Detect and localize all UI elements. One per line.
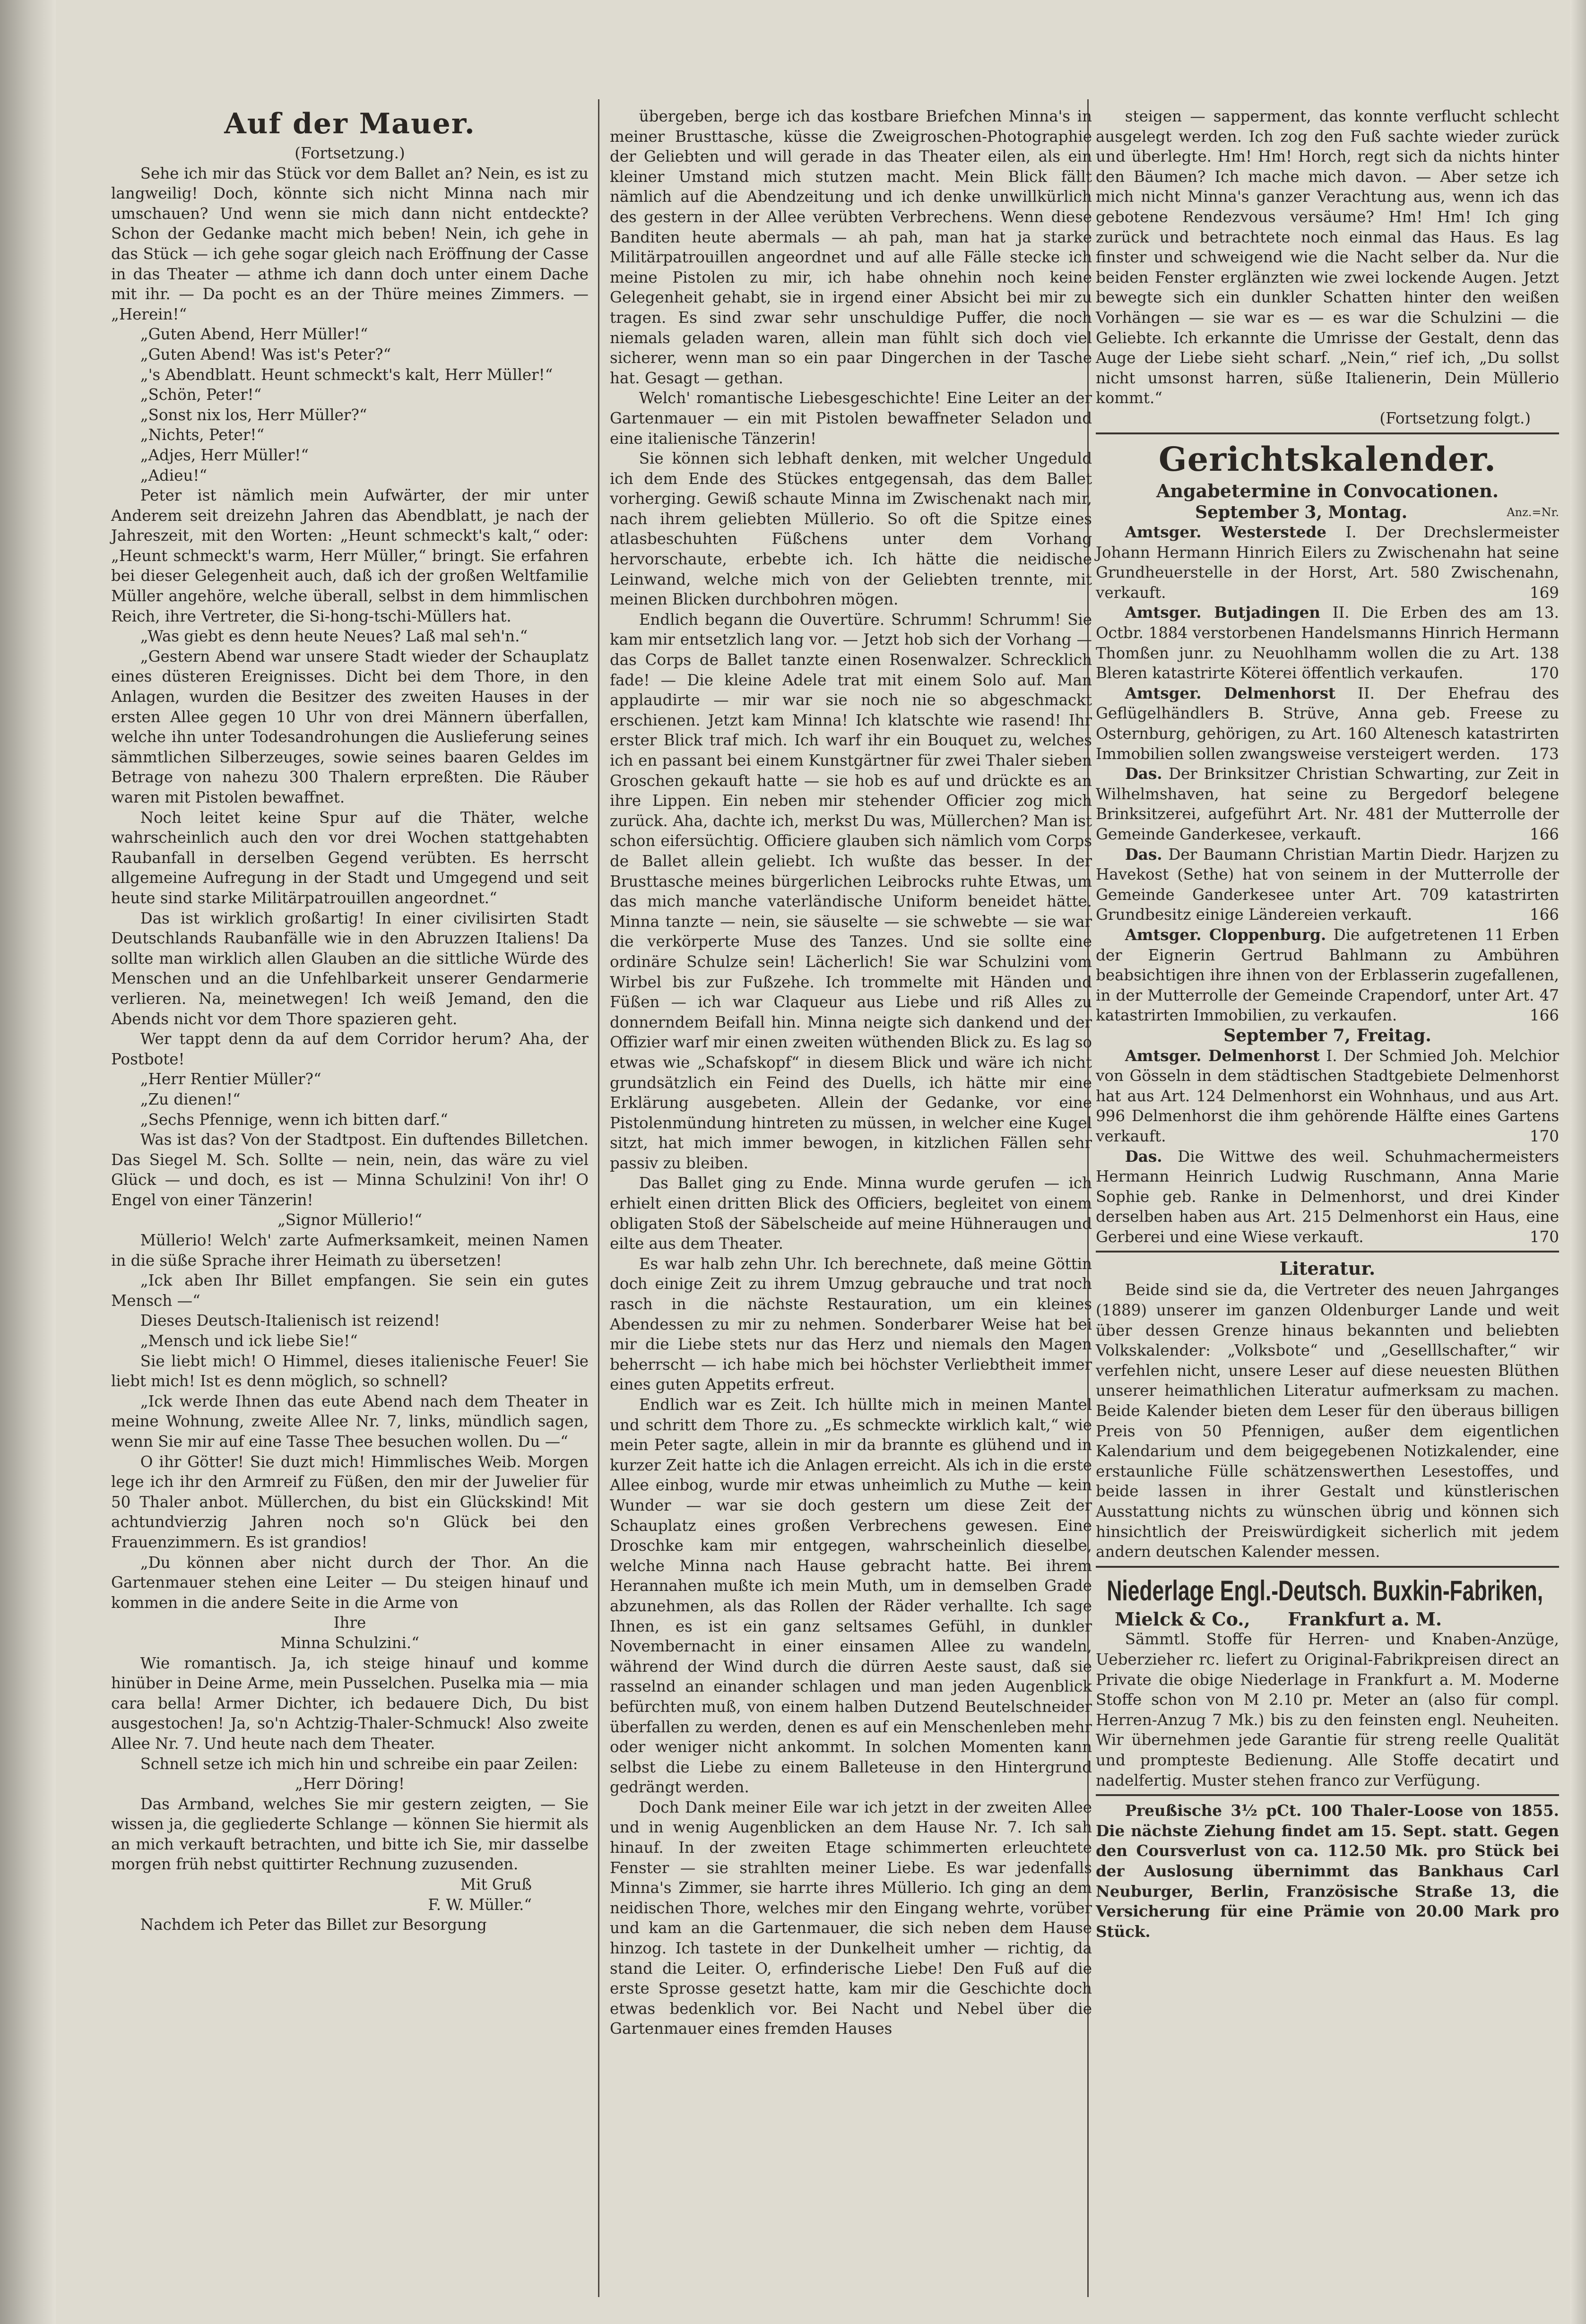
story-paragraph: Sehe ich mir das Stück vor dem Ballet an? Nein, es ist zu langweilig! Doch, könnte sich nicht Minna nach mir umschauen? Und wenn sie mich dann nicht entdeckte? Schon der Gedanke macht mich beben! Nein, ich gehe in das Stück — ich gehe sogar gleich nach Eröffnung der Casse in das Theater — athme ich dann doch unter einem Dache mit ihr. — Da pocht es an der Thüre meines Zimmers. — „Herein!“ [111, 164, 589, 323]
story-paragraph: Das Ballet ging zu Ende. Minna wurde gerufen — ich erhielt einen dritten Blick des Officiers, begleitet von einem obligaten Stoß der Säbelscheide auf meine Hühneraugen und eilte aus dem Theater. [610, 1174, 1092, 1253]
story-middle-paragraphs [610, 106, 1092, 2039]
story-continued: (Fortsetzung.) [295, 144, 405, 162]
section-rule [1096, 432, 1559, 434]
court-entry-court: Amtsger. Delmenhorst [1125, 683, 1336, 702]
court-entry [1096, 925, 1559, 1026]
court-entry-court: Amtsger. Westerstede [1125, 523, 1326, 542]
court-entry-number: 169 [1529, 583, 1559, 602]
court-date: September 7, Freitag. [1223, 1025, 1431, 1045]
story-paragraph: Peter ist nämlich mein Aufwärter, der mir unter Anderem seit dreizehn Jahren das Abendblatt, je nach der Jahreszeit, mit den Worten: „Heunt schmeckt's kalt,“ oder: „Heunt schmeckt's warm, Herr Müller,“ bringt. Sie erfahren bei dieser Gelegenheit auch, daß ich der großen Weltfamilie Müller angehöre, welche überall, selbst in dem himmlischen Reich, ihre Vertreter, die Si-hong-tschi-Müllers hat. [111, 486, 589, 625]
court-date: September 3, Montag. [1195, 502, 1408, 522]
court-entry-number: 170 [1529, 664, 1559, 683]
story-paragraph: „Adjes, Herr Müller!“ [140, 446, 309, 464]
story-paragraph: „Du können aber nicht durch der Thor. An die Gartenmauer stehen eine Leiter — Du steigen hinauf und kommen in die andere Seite in die Arme von [111, 1553, 589, 1612]
story-paragraph: „Signor Müllerio!“ [277, 1211, 423, 1229]
story-column-middle [610, 106, 1092, 2039]
story-paragraph: „Schön, Peter!“ [140, 386, 262, 404]
court-entry [1096, 845, 1559, 925]
ad-buxkin-head: Niederlage Engl.-Deutsch. Buxkin-Fabriken, [1107, 1574, 1543, 1607]
story-paragraph: Endlich war es Zeit. Ich hüllte mich in meinen Mantel und schritt dem Thore zu. „Es schmeckte wirklich kalt,“ wie mein Peter sagte, allein in mir da brannte es glühend und in kurzer Zeit hatte ich die Anlagen erreicht. Als ich in die erste Allee einbog, wurde mir etwas unheimlich zu Muthe — kein Wunder — war sie doch gestern um diese Zeit der Schauplatz eines großen Verbrechens gewesen. Eine Droschke kam mir entgegen, wahrscheinlich dieselbe, welche Minna nach Hause gebracht hatte. Bei ihrem Herannahen mußte ich mein Muth, um in demselben Grade abzunehmen, als das Rollen der Räder verhallte. Ich sage Ihnen, es ist ein ganz seltsames Gefühl, in dunkler Novembernacht in einer einsamen Allee zu wandeln, während der Wind durch die dürren Aeste saust, daß sie rasselnd an einander schlagen und man jeden Augenblick befürchten muß, von einem halben Dutzend Beutelschneider überfallen zu werden, denen es auf ein Menschenleben mehr oder weniger nicht ankommt. In solchen Momenten kann selbst die Liebe zu einem Balleteuse in den Hintergrund gedrängt werden. [610, 1396, 1092, 1797]
court-title: Gerichtskalender. [1158, 439, 1497, 479]
story-paragraph: steigen — sapperment, das konnte verflucht schlecht ausgelegt werden. Ich zog den Fuß sachte wieder zurück und überlegte. Hm! Hm! Horch, regt sich da nichts hinter den Bäumen? Ich mache mich davon. — Aber setze ich mich nicht Minna's ganzer Verachtung aus, wenn ich das gebotene Rendezvous versäume? Hm! Hm! Ich ging zurück und betrachtete noch einmal das Haus. Es lag finster und schweigend wie die Nacht selber da. Nur die beiden Fenster erglänzten wie zwei lockende Augen. Jetzt bewegte sich ein dunkler Schatten hinter den weißen Vorhängen — sie war es — es war die Schulzini — die Geliebte. Ich erkannte die Umrisse der Gestalt, denn das Auge der Liebe sieht scharf. „Nein,“ rief ich, „Du sollst nicht umsonst harren, süße Italienerin, Dein Müllerio kommt.“ [1096, 107, 1559, 407]
literatur-text: Beide sind sie da, die Vertreter des neuen Jahrganges (1889) unserer im ganzen Oldenburger Lande und weit über dessen Grenze hinaus bekannten und beliebten Volkskalender: „Volksbote“ und „Geselllschafter,“ wir verfehlen nicht, unsere Leser auf diese neuesten Blüthen unserer heimathlichen Literatur aufmerksam zu machen. Beide Kalender bieten dem Leser für den überaus billigen Preis von 50 Pfennigen, außer dem eigentlichen Kalendarium und dem beigegebenen Notizkalender, eine erstaunliche Fülle schätzenswerthen Lesestoffes, und beide lassen in ihrer Gestalt und künstlerischen Ausstattung nichts zu wünschen übrig und können sich hinsichtlich der Preiswürdigkeit sicherlich mit jedem andern deutschen Kalender messen. [1096, 1281, 1559, 1561]
court-entry-number: 173 [1529, 744, 1559, 763]
page-edge-right [1570, 0, 1586, 2324]
story-paragraph: O ihr Götter! Sie duzt mich! Himmlisches Weib. Morgen lege ich ihr den Armreif zu Füßen, den mir der Juwelier für 50 Thaler anbot. Müllerchen, du bist ein Glückskind! Mit achtundvierzig Jahren noch so'n Glück bei den Frauenzimmern. Es ist grandios! [111, 1452, 589, 1551]
court-entry-number: 170 [1529, 1227, 1559, 1246]
court-entry-text: I. Der Schmied Joh. Melchior von Gösseln in dem städtischen Stadtgebiete Delmenhorst hat aus Art. 124 Delmenhorst ein Wohnhaus, und aus Art. 996 Delmenhorst die ihm gehörende Hälfte eines Gartens verkauft. [1096, 1046, 1559, 1145]
ad-buxkin-firm: Mielck & Co., Frankfurt a. M. [1115, 1608, 1442, 1630]
story-paragraph: „Guten Abend! Was ist's Peter?“ [140, 345, 391, 363]
story-paragraph: Minna Schulzini.“ [280, 1633, 419, 1652]
newspaper-page [66, 80, 1559, 2302]
story-paragraph: Welch' romantische Liebesgeschichte! Eine Leiter an der Gartenmauer — ein mit Pistolen bewaffneter Seladon und eine italienische Tänzerin! [610, 389, 1092, 448]
story-column-left [111, 106, 589, 1935]
story-continued-end: (Fortsetzung folgt.) [1379, 409, 1531, 427]
section-rule [1096, 1251, 1559, 1253]
story-paragraph: Es war halb zehn Uhr. Ich berechnete, daß meine Göttin doch einige Zeit zu ihrem Umzug gebrauche und trat noch rasch in die nächste Restauration, um ein kleines Abendessen zu mir zu nehmen. Sonderbarer Weise hat bei mir die Liebe stets nur das Herz und niemals den Magen beherrscht — ich habe mich bei höchster Verliebtheit immer eines guten Appetits erfreut. [610, 1254, 1092, 1394]
column-rule-left [598, 99, 599, 2297]
court-entry-number: 170 [1529, 1127, 1559, 1145]
section-rule [1096, 1794, 1559, 1796]
story-paragraph: übergeben, berge ich das kostbare Briefchen Minna's in meiner Brusttasche, küsse die Zweigroschen-Photographie der Geliebten und will gerade in das Theater eilen, als ein kleiner Umstand mich stutzen macht. Mein Blick fällt nämlich auf die Abendzeitung und ich denke unwillkürlich des gestern in der Allee verübten Verbrechens. Wenn diese Banditen heute abermals — ah pah, man hat ja starke Militärpatrouillen angeordnet und auf alle Fälle stecke ich meine Pistolen zu mir, ich habe ohnehin noch keine Gelegenheit gehabt, sie in irgend einer Absicht bei mir zu tragen. Es sind zwar sehr unschuldige Puffer, die noch niemals geladen waren, allein man fühlt sich doch viel sicherer, wenn man so ein paar Dingerchen in der Tasche hat. Gesagt — gethan. [610, 107, 1092, 387]
story-paragraph: „Guten Abend, Herr Müller!“ [140, 325, 368, 344]
court-entry [1096, 683, 1559, 764]
story-paragraph: Was ist das? Von der Stadtpost. Ein duftendes Billetchen. Das Siegel M. Sch. Sollte — nein, nein, das wäre zu viel Glück — und doch, es ist — Minna Schulzini! Von ihr! O Engel von einer Tänzerin! [111, 1131, 589, 1209]
story-paragraph: Nachdem ich Peter das Billet zur Besorgung [140, 1916, 487, 1934]
story-paragraph: „Zu dienen!“ [140, 1090, 241, 1108]
court-entry [1096, 1046, 1559, 1147]
story-paragraph: „Was giebt es denn heute Neues? Laß mal seh'n.“ [140, 627, 528, 646]
court-entry-court: Amtsger. Delmenhorst [1125, 1046, 1320, 1065]
story-paragraph: Mit Gruß [460, 1875, 532, 1894]
court-entry-court: Das. [1125, 845, 1162, 864]
story-paragraph: „Sechs Pfennige, wenn ich bitten darf.“ [140, 1110, 448, 1129]
story-paragraph: „Ick aben Ihr Billet empfangen. Sie sein ein gutes Mensch —“ [111, 1271, 589, 1310]
court-entry-court: Das. [1125, 1147, 1162, 1166]
court-entry-text: Der Baumann Christian Martin Diedr. Harjzen zu Havekost (Sethe) hat von seinem in der Mutterrolle der Gemeinde Ganderkesee unter Art. 709 katastrirten Grundbesitz einige Ländereien verkauft. [1096, 845, 1559, 924]
court-entry-text: Die Wittwe des weil. Schuhmachermeisters Hermann Heinrich Ludwig Ruschmann, Anna Marie Sophie geb. Ranke in Delmenhorst, und drei Kinder derselben haben aus Art. 215 Delmenhorst ein Haus, eine Gerberei und eine Wiese verkauft. [1096, 1147, 1559, 1246]
court-date-row [1096, 502, 1559, 523]
literatur-title: Literatur. [1279, 1258, 1376, 1279]
court-entry [1096, 1147, 1559, 1247]
section-rule [1096, 1566, 1559, 1568]
story-paragraph: Schnell setze ich mich hin und schreibe ein paar Zeilen: [140, 1754, 578, 1773]
court-entry-number: 166 [1529, 906, 1559, 924]
court-entry-court: Amtsger. Cloppenburg. [1125, 925, 1326, 944]
story-paragraph: „Herr Döring! [295, 1775, 405, 1793]
story-paragraph: „Nichts, Peter!“ [140, 426, 265, 444]
story-paragraph: Das Armband, welches Sie mir gestern zeigten, — Sie wissen ja, die gegliederte Schlange — können Sie hiermit als an mich verkauft betrachten, und bitte ich Sie, mir dasselbe morgen früh nebst quittirter Rechnung zuzusenden. [111, 1795, 589, 1874]
court-entry-court: Amtsger. Butjadingen [1125, 603, 1320, 622]
story-paragraph: Das ist wirklich großartig! In einer civilisirten Stadt Deutschlands Raubanfälle wie in den Abruzzen Italiens! Da sollte man wirklich allen Glauben an die sittliche Würde des Menschen und an die Unfehlbarkeit unserer Gendarmerie verlieren. Na, meinetwegen! Ich weiß Jemand, den die Abends nicht vor dem Thore spazieren geht. [111, 909, 589, 1028]
court-entry-text: Die aufgetretenen 11 Erben der Eignerin Gertrud Bahlmann zu Ambühren beabsichtigen ihre ihnen von der Erblasserin zugefallenen, in der Mutterrolle der Gemeinde Crapendorf, unter Art. 47 katastrirten Immobilien, zu verkaufen. [1096, 925, 1559, 1025]
court-entry-text: II. Die Erben des am 13. Octbr. 1884 verstorbenen Handelsmanns Hinrich Hermann Thomßen junr. zu Neuohlhamm wollen die zu Art. 138 Bleren katastrirte Köterei öffentlich verkaufen. [1096, 604, 1559, 683]
court-entry-text: II. Der Ehefrau des Geflügelhändlers B. Strüve, Anna geb. Freese zu Osternburg, gehörigen, zu Art. 160 Altenesch katastrirten Immobilien sollen zwangsweise versteigert werden. [1096, 684, 1559, 763]
court-entry-number: 166 [1529, 1006, 1559, 1025]
story-paragraph: „Sonst nix los, Herr Müller?“ [140, 406, 367, 424]
book-binding-edge [0, 0, 56, 2324]
story-paragraph: Noch leitet keine Spur auf die Thäter, welche wahrscheinlich auch den vor drei Wochen stattgehabten Raubanfall in derselben Gegend verübten. Es herrscht allgemeine Aufregung in der Stadt und Umgegend und seit heute sind starke Militärpatrouillen angeordnet.“ [111, 808, 589, 907]
anz-label: Anz.=Nr. [1507, 505, 1559, 519]
story-right-paragraphs [1096, 106, 1559, 408]
court-entry [1096, 522, 1559, 603]
story-paragraph: Wer tappt denn da auf dem Corridor herum? Aha, der Postbote! [111, 1030, 589, 1068]
story-paragraph: Ihre [333, 1614, 366, 1632]
court-entry [1096, 603, 1559, 683]
story-paragraph: Sie können sich lebhaft denken, mit welcher Ungeduld ich dem Ende des Stückes entgegensah, das dem Ballet vorherging. Gewiß schaute Minna im Zwischenakt nach mir, nach ihrem geliebten Müllerio. So oft die Spitze eines atlasbeschuhten Füßchens unter dem Vorhang hervorschaute, erbebte ich. Ich hätte die neidische Leinwand, welche mich von der Geliebten trennte, mit meinen Blicken durchbohren mögen. [610, 449, 1092, 609]
court-entry-number: 166 [1529, 825, 1559, 843]
story-paragraph: Müllerio! Welch' zarte Aufmerksamkeit, meinen Namen in die süße Sprache ihrer Heimath zu übersetzen! [111, 1231, 589, 1270]
story-paragraph: Endlich begann die Ouvertüre. Schrumm! Schrumm! Sie kam mir entsetzlich lang vor. — Jetzt hob sich der Vorhang — das Corps de Ballet tanzte einen Rosenwalzer. Schrecklich fade! — Die kleine Adele trat mit einem Solo auf. Man applaudirte — mir war sie noch nie so abgeschmackt erschienen. Jetzt kam Minna! Ich klatschte wie rasend! Ihr erster Blick traf mich. Ich warf ihr ein Bouquet zu, welches ich en passant bei einem Kunstgärtner für zwei Thaler sieben Groschen gekauft hatte — sie hob es auf und drückte es an ihre Lippen. Ein neben mir stehender Officier zog mich zurück. Aha, dachte ich, merkst Du was, Müllerchen? Man ist schon eifersüchtig. Officiere glauben sich nämlich vom Corps de Ballet allein geliebt. Ich wußte das besser. In der Brusttasche meines bürgerlichen Leibrocks ruhte Etwas, um das mich manche vaterländische Uniform beneidet hätte. Minna tanzte — nein, sie säuselte — sie schwebte — sie war die verkörperte Muse des Tanzes. Und sie sollte eine ordinäre Schulze sein! Lächerlich! Sie war Schulzini vom Wirbel bis zur Fußzehe. Ich trommelte mit Händen und Füßen — ich war Claqueur aus Liebe und riß Alles zu donnerndem Beifall hin. Minna neigte sich dankend und der Offizier warf mir einen zweiten wüthenden Blick zu. Es lag so etwas wie „Schafskopf“ in diesem Blick und wäre ich nicht grundsätzlich ein Feind des Duells, ich hätte mir eine Erklärung ausgebeten. Allein der Gedanke, vor eine Pistolenmündung hintreten zu müssen, in welcher eine Kugel sitzt, hat mich immer bewogen, in kitzlichen Fällen sehr passiv zu bleiben. [610, 610, 1092, 1172]
story-paragraph: „Adieu!“ [140, 466, 208, 484]
story-paragraph: „Gestern Abend war unsere Stadt wieder der Schauplatz eines düsteren Ereignisses. Dicht bei dem Thore, in den Anlagen, wurden die Besitzer des zweiten Hauses in der ersten Allee gegen 10 Uhr von drei Männern überfallen, welche ihn unter Todesandrohungen die Auslieferung seines sämmtlichen Silberzeuges, sowie seines baaren Geldes im Betrage von nahezu 300 Thalern erpreßten. Die Räuber waren mit Pistolen bewaffnet. [111, 647, 589, 806]
court-entry [1096, 764, 1559, 844]
story-paragraph: Doch Dank meiner Eile war ich jetzt in der zweiten Allee und in wenig Augenblicken an dem Hause Nr. 7. Ich sah hinauf. In der zweiten Etage schimmerten erleuchtete Fenster — sie strahlten meiner Liebe. Es war jedenfalls Minna's Zimmer, sie harrte ihres Müllerio. Ich ging an dem neidischen Thore, welches mir den Eingang wehrte, vorüber und kam an die Gartenmauer, die sich neben dem Hause hinzog. Ich tastete in der Dunkelheit umher — richtig, da stand die Leiter. O, erfinderische Liebe! Den Fuß auf die erste Sprosse gesetzt hatte, kam mir die Geschichte doch etwas bedenklich vor. Bei Nacht und Nebel über die Gartenmauer eines fremden Hauses [610, 1798, 1092, 2038]
story-paragraph: Wie romantisch. Ja, ich steige hinauf und komme hinüber in Deine Arme, mein Pusselchen. Puselka mia — mia cara bella! Armer Dichter, ich bedauere Dich, Du bist ausgestochen! Ja, so'n Achtzig-Thaler-Schmuck! Also zweite Allee Nr. 7. Und heute nach dem Theater. [111, 1654, 589, 1753]
court-subtitle: Angabetermine in Convocationen. [1156, 480, 1499, 501]
ad-loose-text: Preußische 3½ pCt. 100 Thaler-Loose von 1855. Die nächste Ziehung findet am 15. Sept. statt. Gegen den Coursverlust von ca. 112.50 Mk. pro Stück bei der Auslosung übernimmt das Bankhaus Carl Neuburger, Berlin, Französische Straße 13, die Versicherung für eine Prämie von 20.00 Mark pro Stück. [1096, 1801, 1559, 1941]
story-title: Auf der Mauer. [224, 107, 476, 140]
story-paragraph: Sie liebt mich! O Himmel, dieses italienische Feuer! Sie liebt mich! Ist es denn möglich, so schnell? [111, 1352, 589, 1391]
court-entry-text: I. Der Drechslermeister Johann Hermann Hinrich Eilers zu Zwischenahn hat seine Grundheuerstelle in der Horst, Art. 580 Zwischenahn, verkauft. [1096, 523, 1559, 602]
court-entry-text: Der Brinksitzer Christian Schwarting, zur Zeit in Wilhelmshaven, hat seine zu Bergedorf belegene Brinksitzerei, aufgeführt Art. Nr. 481 der Mutterrolle der Gemeinde Ganderkesee, verkauft. [1096, 765, 1559, 843]
court-entry-court: Das. [1125, 764, 1162, 783]
story-paragraph: „Ick werde Ihnen das eute Abend nach dem Theater in meine Wohnung, zweite Allee Nr. 7, links, mündlich sagen, wenn Sie mir auf eine Tasse Thee besuchen wollen. Du —“ [111, 1392, 589, 1451]
story-paragraph: „Mensch und ick liebe Sie!“ [140, 1332, 358, 1350]
court-entries [1096, 502, 1559, 1247]
story-left-paragraphs [111, 164, 589, 1935]
right-column [1096, 106, 1559, 1942]
story-paragraph: „'s Abendblatt. Heunt schmeckt's kalt, Herr Müller!“ [140, 365, 553, 384]
story-paragraph: Dieses Deutsch-Italienisch ist reizend! [140, 1312, 440, 1330]
story-paragraph: „Herr Rentier Müller?“ [140, 1070, 321, 1089]
story-paragraph: F. W. Müller.“ [428, 1895, 532, 1914]
ad-buxkin-text: Sämmtl. Stoffe für Herren- und Knaben-Anzüge, Ueberzieher rc. liefert zu Original-Fabrikpreisen direct an Private die obige Niederlage in Frankfurt a. M. Moderne Stoffe schon von M 2.10 pr. Meter an (also für compl. Herren-Anzug 7 Mk.) bis zu den feinsten engl. Neuheiten. Wir übernehmen jede Garantie für streng reelle Qualität und prompteste Bedienung. Alle Stoffe decatirt und nadelfertig. Muster stehen franco zur Verfügung. [1096, 1630, 1559, 1789]
